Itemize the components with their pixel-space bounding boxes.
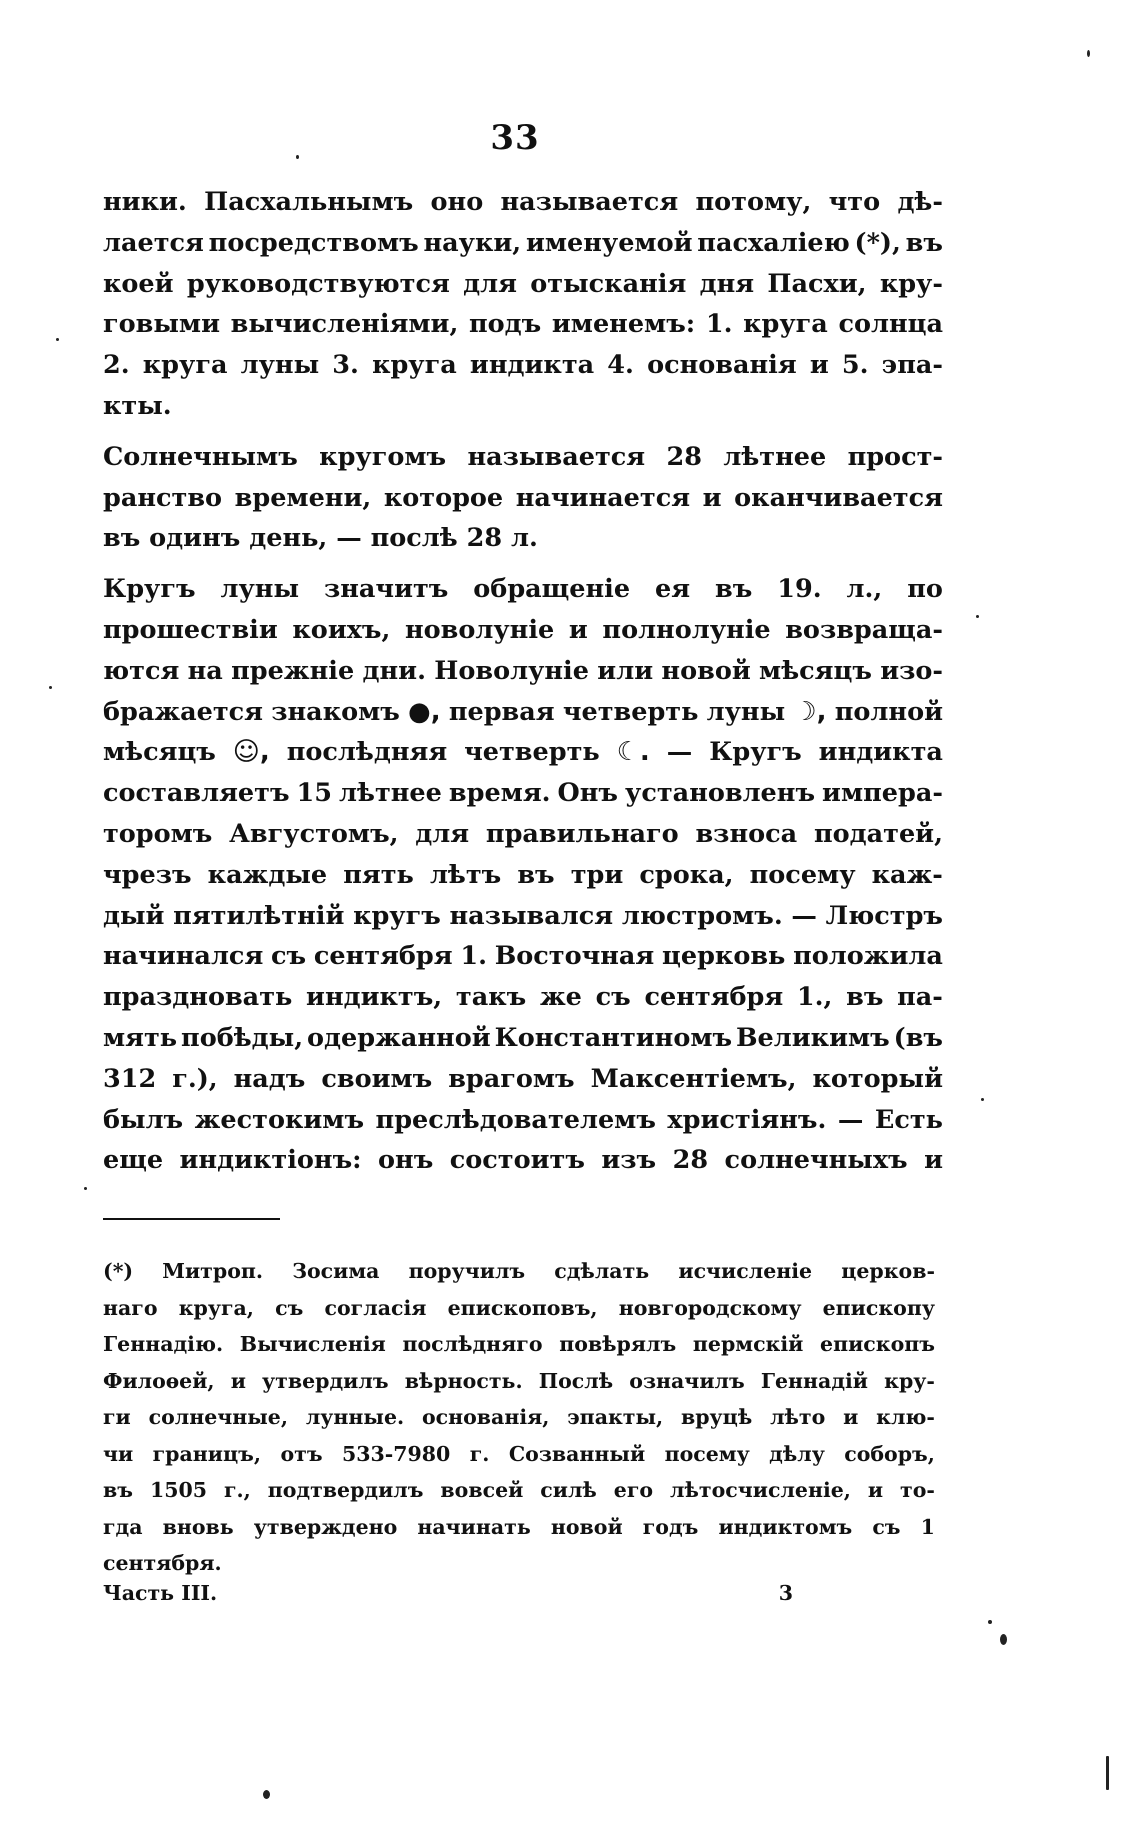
word: — bbox=[837, 1104, 864, 1135]
word: врагомъ bbox=[448, 1063, 575, 1094]
word: ея bbox=[655, 574, 691, 605]
word: съ bbox=[595, 982, 631, 1013]
word: дня bbox=[699, 268, 755, 299]
word: новой bbox=[550, 1514, 623, 1539]
word: полнолуніе bbox=[602, 614, 771, 645]
word: составляетъ bbox=[103, 778, 290, 809]
word: исчисленіе bbox=[678, 1259, 813, 1283]
text-line bbox=[103, 437, 943, 478]
word: и bbox=[924, 1145, 943, 1176]
word: лѣтнее bbox=[339, 778, 442, 809]
word: г. bbox=[469, 1441, 490, 1466]
word: еще bbox=[103, 1145, 164, 1176]
word: епископовъ, bbox=[447, 1295, 598, 1320]
word: подъ bbox=[469, 309, 542, 340]
word: ются bbox=[103, 655, 180, 686]
word: лается bbox=[103, 227, 204, 258]
word: въ bbox=[905, 227, 943, 258]
word: послѣдняя bbox=[286, 737, 448, 768]
word: его bbox=[613, 1478, 654, 1502]
text-line bbox=[103, 814, 943, 855]
word: преслѣдователемъ bbox=[375, 1104, 656, 1135]
word: Константиномъ bbox=[494, 1022, 733, 1053]
word: бражается bbox=[103, 696, 264, 727]
word: именуемой bbox=[525, 227, 693, 258]
word: и bbox=[843, 1405, 859, 1429]
word: чи bbox=[103, 1441, 134, 1466]
word: прежніе bbox=[231, 655, 355, 686]
word: вычисленіями, bbox=[230, 309, 459, 340]
scan-speck bbox=[976, 615, 979, 618]
word: епископъ bbox=[820, 1332, 935, 1356]
word: и bbox=[809, 350, 829, 381]
word: лунные. bbox=[305, 1405, 405, 1429]
word: импера- bbox=[822, 778, 943, 809]
word: вруцѣ bbox=[680, 1405, 753, 1429]
word: взноса bbox=[695, 818, 798, 849]
word: 1., bbox=[796, 982, 833, 1013]
word: индикта bbox=[469, 350, 595, 381]
word: Новолуніе bbox=[434, 655, 589, 686]
word: Августомъ, bbox=[229, 818, 399, 849]
word: лѣтосчисленіе, bbox=[670, 1478, 851, 1502]
paragraph-gap bbox=[103, 559, 943, 569]
word: съ bbox=[275, 1295, 304, 1320]
word: въ bbox=[846, 982, 884, 1013]
word: знакомъ bbox=[271, 696, 400, 727]
footnote-line bbox=[103, 1326, 935, 1363]
word: 1. bbox=[460, 941, 487, 972]
word: означилъ bbox=[629, 1368, 745, 1393]
word: въ bbox=[715, 574, 753, 605]
text-line bbox=[103, 692, 943, 733]
word: обращеніе bbox=[473, 574, 631, 605]
text-line bbox=[103, 732, 943, 773]
word: — bbox=[791, 900, 817, 931]
word: прост- bbox=[847, 441, 943, 472]
text-line bbox=[103, 264, 943, 305]
word: послѣдняго bbox=[402, 1332, 543, 1356]
volume-signature: Часть III. bbox=[103, 1581, 218, 1605]
word: чрезъ bbox=[103, 859, 192, 890]
word: 28 bbox=[666, 441, 702, 472]
word: индикта bbox=[818, 737, 943, 768]
word: побѣды, bbox=[181, 1022, 304, 1053]
main-text bbox=[103, 182, 943, 1181]
footnote-line bbox=[103, 1509, 935, 1546]
word: Пасхальнымъ bbox=[204, 187, 414, 217]
word: г.), bbox=[172, 1063, 218, 1094]
word: дѣ- bbox=[897, 187, 943, 217]
word: коихъ, bbox=[292, 614, 391, 645]
word: говыми bbox=[103, 309, 220, 340]
word: индиктъ, bbox=[306, 982, 443, 1013]
text-line bbox=[103, 651, 943, 692]
word: кру- bbox=[879, 268, 943, 299]
word: три bbox=[570, 859, 624, 890]
word: срока, bbox=[639, 859, 734, 890]
text-line bbox=[103, 1140, 943, 1181]
word: правильнаго bbox=[485, 818, 679, 849]
word: эпа- bbox=[881, 350, 943, 381]
word: кругъ bbox=[353, 900, 441, 931]
word: Максентіемъ, bbox=[590, 1063, 797, 1094]
word: церков- bbox=[841, 1259, 935, 1283]
text-line bbox=[103, 896, 943, 937]
word: 19. bbox=[777, 574, 822, 605]
word: полной bbox=[834, 696, 943, 727]
word: одержанной bbox=[307, 1022, 491, 1053]
word: мѣсяцъ bbox=[103, 737, 216, 768]
text-line bbox=[103, 936, 943, 977]
word: называется bbox=[467, 441, 646, 472]
word: ●, bbox=[408, 696, 441, 727]
word: и bbox=[230, 1368, 246, 1393]
word: ники. bbox=[103, 187, 187, 217]
word: потому, bbox=[695, 187, 812, 217]
word: каждые bbox=[207, 859, 328, 890]
word: то- bbox=[900, 1478, 935, 1502]
word: Восточная bbox=[494, 941, 655, 972]
text-line bbox=[103, 518, 943, 559]
word: Люстръ bbox=[825, 900, 943, 931]
word: христіянъ. bbox=[667, 1104, 827, 1135]
word: новой bbox=[661, 655, 751, 686]
word: ☽, bbox=[793, 696, 827, 727]
word: Есть bbox=[874, 1104, 943, 1135]
word: или bbox=[597, 655, 654, 686]
word: посему bbox=[749, 859, 856, 890]
word: (въ bbox=[893, 1022, 943, 1053]
word: силѣ bbox=[540, 1478, 597, 1502]
word: солнечныхъ bbox=[724, 1145, 908, 1176]
word: круга bbox=[142, 350, 228, 381]
word: оно bbox=[430, 187, 484, 217]
word: Геннадію. bbox=[103, 1332, 224, 1356]
word: эпакты, bbox=[567, 1405, 664, 1429]
footnote bbox=[103, 1253, 935, 1582]
word: 28 bbox=[466, 523, 503, 554]
word: — bbox=[666, 737, 693, 768]
word: 1 bbox=[920, 1514, 935, 1539]
word: лѣтнее bbox=[723, 441, 827, 472]
word: кты. bbox=[103, 390, 172, 421]
word: луны bbox=[706, 696, 786, 727]
word: сентября bbox=[644, 982, 784, 1013]
word: дни. bbox=[362, 655, 426, 686]
word: отысканія bbox=[530, 268, 687, 299]
word: согласія bbox=[324, 1295, 427, 1320]
word: праздновать bbox=[103, 982, 293, 1013]
text-line bbox=[103, 1018, 943, 1059]
word: по bbox=[907, 574, 943, 605]
footnote-line bbox=[103, 1545, 935, 1582]
word: онъ bbox=[378, 1145, 434, 1176]
text-line bbox=[103, 345, 943, 386]
word: Митроп. bbox=[162, 1259, 264, 1283]
word: 5. bbox=[841, 350, 869, 381]
word: же bbox=[539, 982, 582, 1013]
word: индиктомъ bbox=[718, 1514, 853, 1539]
word: вѣрность. bbox=[404, 1368, 523, 1393]
word: жестокимъ bbox=[194, 1104, 365, 1135]
text-line bbox=[103, 182, 943, 223]
word: епископу bbox=[822, 1295, 935, 1320]
word: каж- bbox=[871, 859, 943, 890]
word: ☾. bbox=[616, 737, 650, 768]
word: для bbox=[463, 268, 517, 299]
word: сентября. bbox=[103, 1551, 222, 1575]
word: (*) bbox=[103, 1259, 134, 1283]
word: ☺, bbox=[232, 737, 270, 768]
word: вновь bbox=[162, 1514, 234, 1539]
word: былъ bbox=[103, 1104, 184, 1135]
word: значитъ bbox=[323, 574, 449, 605]
word: такъ bbox=[455, 982, 527, 1013]
word: называется bbox=[500, 187, 679, 217]
word: начинается bbox=[515, 482, 691, 513]
word: которое bbox=[383, 482, 504, 513]
word: день, bbox=[249, 523, 328, 554]
word: состоитъ bbox=[449, 1145, 585, 1176]
word: начинать bbox=[417, 1514, 531, 1539]
word: сентября bbox=[313, 941, 453, 972]
word: л. bbox=[510, 523, 538, 554]
word: новолуніе bbox=[404, 614, 555, 645]
word: новгородскому bbox=[618, 1295, 802, 1320]
word: мять bbox=[103, 1022, 178, 1053]
word: для bbox=[415, 818, 470, 849]
word: клю- bbox=[876, 1405, 935, 1429]
word: дѣлу bbox=[769, 1441, 825, 1466]
word: руководствуются bbox=[186, 268, 450, 299]
scan-speck bbox=[263, 1790, 270, 1799]
word: изо- bbox=[880, 655, 943, 686]
word: основанія, bbox=[421, 1405, 550, 1429]
scan-speck bbox=[1000, 1634, 1007, 1645]
word: положила bbox=[793, 941, 943, 972]
text-line bbox=[103, 1059, 943, 1100]
scan-speck bbox=[49, 686, 52, 689]
word: оканчивается bbox=[734, 482, 943, 513]
word: круга bbox=[372, 350, 457, 381]
signature-line bbox=[103, 1581, 793, 1605]
word: сдѣлать bbox=[554, 1259, 650, 1283]
word: что bbox=[828, 187, 881, 217]
word: солнечные, bbox=[148, 1405, 288, 1429]
word: пасхаліею bbox=[697, 227, 850, 258]
word: Пасхи, bbox=[767, 268, 867, 299]
word: кру- bbox=[884, 1368, 935, 1393]
word: податей, bbox=[813, 818, 943, 849]
word: посредствомъ bbox=[208, 227, 419, 258]
word: дый bbox=[103, 900, 165, 931]
word: ранство bbox=[103, 482, 223, 513]
page-number: 33 bbox=[490, 118, 540, 158]
word: пять bbox=[343, 859, 414, 890]
word: возвраща- bbox=[785, 614, 943, 645]
word: луны bbox=[240, 350, 320, 381]
text-line bbox=[103, 223, 943, 264]
word: и bbox=[568, 614, 588, 645]
word: Геннадій bbox=[760, 1368, 868, 1393]
word: Зосима bbox=[292, 1259, 380, 1283]
sheet-signature: 3 bbox=[778, 1581, 793, 1605]
word: Солнечнымъ bbox=[103, 441, 298, 472]
word: (*), bbox=[854, 227, 901, 258]
word: въ bbox=[103, 1478, 133, 1502]
word: границъ, bbox=[152, 1441, 262, 1466]
word: 3. bbox=[332, 350, 359, 381]
word: церковь bbox=[662, 941, 786, 972]
scan-speck bbox=[296, 155, 299, 159]
word: коей bbox=[103, 268, 174, 299]
word: Филоѳей, bbox=[103, 1368, 215, 1393]
word: установленъ bbox=[625, 778, 816, 809]
text-line bbox=[103, 610, 943, 651]
word: вовсей bbox=[440, 1478, 524, 1502]
word: который bbox=[812, 1063, 943, 1094]
scan-speck bbox=[84, 1187, 87, 1190]
word: первая bbox=[448, 696, 555, 727]
word: Кругъ bbox=[709, 737, 802, 768]
footnote-line bbox=[103, 1436, 935, 1473]
word: четверть bbox=[562, 696, 699, 727]
scan-speck bbox=[56, 338, 59, 341]
word: кругомъ bbox=[319, 441, 447, 472]
word: г., bbox=[223, 1478, 251, 1502]
text-line bbox=[103, 1100, 943, 1141]
word: люстромъ. bbox=[621, 900, 783, 931]
word: мѣсяцъ bbox=[759, 655, 872, 686]
word: утверждено bbox=[253, 1514, 398, 1539]
word: па- bbox=[897, 982, 943, 1013]
text-line bbox=[103, 977, 943, 1018]
word: поручилъ bbox=[408, 1259, 526, 1283]
word: гда bbox=[103, 1514, 143, 1539]
word: Вычисленія bbox=[239, 1332, 386, 1356]
word: въ bbox=[517, 859, 555, 890]
word: своимъ bbox=[321, 1063, 433, 1094]
word: времени, bbox=[234, 482, 372, 513]
scan-speck bbox=[981, 1098, 984, 1101]
footnote-line bbox=[103, 1290, 935, 1327]
word: индиктіонъ: bbox=[179, 1145, 362, 1176]
text-line bbox=[103, 773, 943, 814]
word: съ bbox=[271, 941, 307, 972]
footnote-line bbox=[103, 1363, 935, 1400]
footnote-line bbox=[103, 1399, 935, 1436]
footnote-line bbox=[103, 1253, 935, 1290]
word: именемъ: bbox=[551, 309, 696, 340]
word: лѣто bbox=[770, 1405, 826, 1429]
word: повѣрялъ bbox=[559, 1332, 677, 1356]
text-line bbox=[103, 478, 943, 519]
word: — bbox=[336, 523, 362, 554]
word: съ bbox=[872, 1514, 901, 1539]
text-line bbox=[103, 386, 943, 427]
word: изъ bbox=[601, 1145, 657, 1176]
word: утвердилъ bbox=[262, 1368, 389, 1393]
word: Онъ bbox=[557, 778, 618, 809]
word: 1. bbox=[705, 309, 733, 340]
word: соборъ, bbox=[844, 1441, 935, 1466]
word: пятилѣтній bbox=[173, 900, 345, 931]
word: основанія bbox=[647, 350, 797, 381]
word: Кругъ bbox=[103, 574, 196, 605]
word: 4. bbox=[607, 350, 634, 381]
word: одинъ bbox=[149, 523, 241, 554]
word: луны bbox=[220, 574, 300, 605]
word: 1505 bbox=[149, 1478, 207, 1502]
footnote-line bbox=[103, 1472, 935, 1509]
word: наго bbox=[103, 1295, 158, 1320]
word: 15 bbox=[296, 778, 333, 809]
word: круга, bbox=[178, 1295, 254, 1320]
word: четверть bbox=[464, 737, 600, 768]
word: въ bbox=[103, 523, 141, 554]
word: прошествіи bbox=[103, 614, 278, 645]
word: науки, bbox=[423, 227, 522, 258]
word: назывался bbox=[449, 900, 614, 931]
word: и bbox=[702, 482, 722, 513]
word: годъ bbox=[642, 1514, 699, 1539]
word: Созванный bbox=[508, 1441, 646, 1466]
word: начинался bbox=[103, 941, 264, 972]
word: 533-7980 bbox=[341, 1441, 451, 1466]
word: на bbox=[187, 655, 223, 686]
word: и bbox=[867, 1478, 884, 1502]
word: надъ bbox=[233, 1063, 306, 1094]
word: л., bbox=[846, 574, 883, 605]
word: подтвердилъ bbox=[267, 1478, 424, 1502]
word: 312 bbox=[103, 1063, 157, 1094]
word: лѣтъ bbox=[429, 859, 502, 890]
word: послѣ bbox=[370, 523, 458, 554]
word: посему bbox=[664, 1441, 750, 1466]
text-line bbox=[103, 855, 943, 896]
text-line bbox=[103, 304, 943, 345]
scan-speck bbox=[1087, 50, 1090, 57]
word: отъ bbox=[280, 1441, 323, 1466]
scan-speck bbox=[988, 1620, 992, 1624]
text-line bbox=[103, 569, 943, 610]
word: торомъ bbox=[103, 818, 213, 849]
word: пермскій bbox=[692, 1332, 804, 1356]
word: ги bbox=[103, 1405, 131, 1429]
scan-speck bbox=[1106, 1756, 1109, 1790]
word: Великимъ bbox=[735, 1022, 890, 1053]
word: 2. bbox=[103, 350, 130, 381]
footnote-divider bbox=[103, 1218, 280, 1220]
word: 28 bbox=[672, 1145, 709, 1176]
word: круга bbox=[743, 309, 828, 340]
word: время. bbox=[448, 778, 551, 809]
paragraph-gap bbox=[103, 427, 943, 437]
word: солнца bbox=[838, 309, 943, 340]
word: Послѣ bbox=[538, 1368, 614, 1393]
